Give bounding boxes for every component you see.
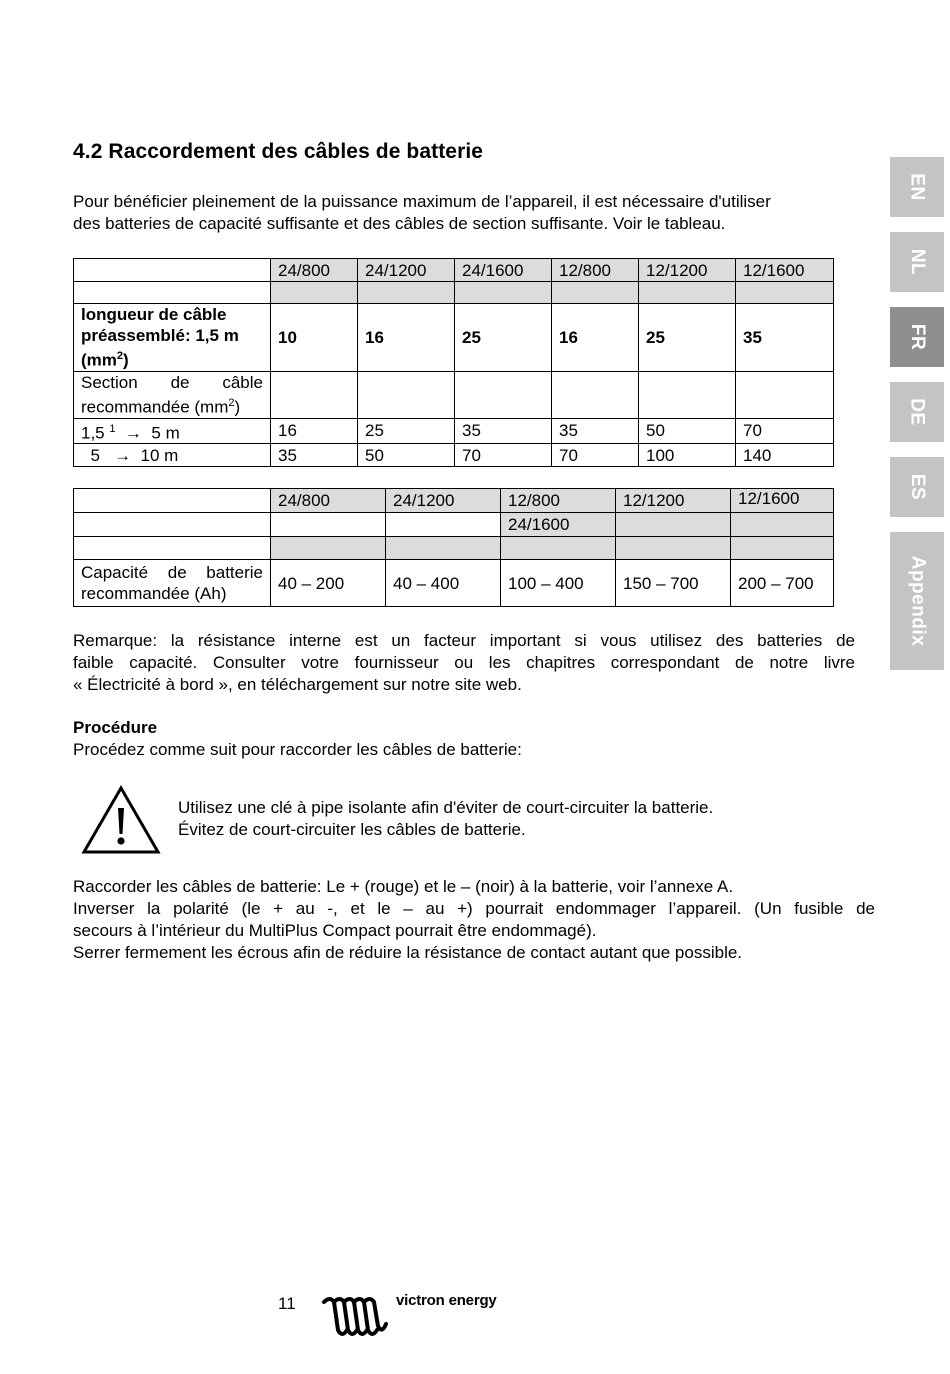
row-label-text: 5 m	[151, 423, 180, 443]
row-label	[74, 418, 271, 444]
brand-wordmark: victron energy	[396, 1292, 497, 1309]
table-cell	[736, 372, 834, 419]
table-cell	[552, 372, 639, 419]
row-label-line: longueur de câble	[81, 305, 227, 325]
warning-line: Utilisez une clé à pipe isolante afin d'éviter de court-circuiter la batterie.	[178, 798, 714, 817]
table-cell: 150 – 700	[616, 560, 731, 607]
intro-line: Pour bénéficier pleinement de la puissance maximum de l’appareil, il est nécessaire d'utiliser	[73, 192, 771, 211]
row-label-text: 1,5	[81, 423, 105, 443]
instructions-paragraph	[73, 876, 875, 964]
table-cell: 25	[639, 304, 736, 372]
table-row	[74, 372, 834, 419]
tab-appendix[interactable]	[890, 532, 944, 670]
warning-line: Évitez de court-circuiter les câbles de batterie.	[178, 820, 526, 839]
table-cell: 50	[358, 444, 455, 467]
table-cell	[616, 537, 731, 560]
tab-label: FR	[906, 323, 928, 351]
row-label	[74, 560, 271, 607]
warning-text	[178, 797, 713, 841]
table-cell: 25	[455, 304, 552, 372]
table-row	[74, 513, 834, 537]
table-cell: 35	[271, 444, 358, 467]
row-label-text: )	[123, 350, 129, 370]
row-label	[74, 372, 271, 419]
table-cell	[271, 372, 358, 419]
row-label-line: recommandée (Ah)	[81, 584, 227, 603]
table-cell	[74, 282, 271, 304]
row-label	[74, 444, 271, 467]
table-row	[74, 418, 834, 444]
procedure-text: Procédez comme suit pour raccorder les câbles de batterie:	[73, 740, 522, 759]
table-cell	[358, 282, 455, 304]
table-header-cell: 12/1600	[731, 489, 834, 513]
procedure-title: Procédure	[73, 718, 158, 737]
table-cell: 40 – 200	[271, 560, 386, 607]
table-cell	[74, 489, 271, 513]
table-cell: 100 – 400	[501, 560, 616, 607]
superscript: 2	[228, 397, 235, 409]
remark-line: « Électricité à bord », en téléchargement sur notre site web.	[73, 675, 522, 694]
superscript: 2	[116, 350, 124, 363]
table-cell: 70	[552, 444, 639, 467]
table-cell: 70	[455, 444, 552, 467]
table-cell	[455, 372, 552, 419]
table-header-cell: 24/1600	[501, 513, 616, 537]
table-cell: 16	[358, 304, 455, 372]
table-cell: 70	[736, 418, 834, 444]
row-label-text: 10 m	[140, 445, 179, 465]
table-cell	[731, 537, 834, 560]
table-cell	[639, 282, 736, 304]
table-cell	[501, 537, 616, 560]
table-cell: 16	[552, 304, 639, 372]
arrow-icon: →	[114, 445, 132, 465]
footnote-marker: 1	[109, 422, 116, 435]
table-cell	[271, 537, 386, 560]
table-cell	[271, 513, 386, 537]
row-label-text: (mm	[81, 350, 117, 370]
table-cell: 10	[271, 304, 358, 372]
table-cell: 140	[736, 444, 834, 467]
cable-section-table	[73, 258, 834, 467]
arrow-icon: →	[124, 423, 142, 443]
tab-es[interactable]	[890, 457, 944, 517]
table-cell	[731, 513, 834, 537]
table-header-cell: 12/1200	[616, 489, 731, 513]
instruction-line: Inverser la polarité (le + au -, et le – au +) pourrait endommager l’appareil. (Un fusible de	[73, 899, 875, 918]
table-cell	[639, 372, 736, 419]
table-cell	[74, 513, 271, 537]
table-header-cell: 24/1600	[455, 259, 552, 282]
table-cell	[736, 282, 834, 304]
table-header-cell: 12/800	[501, 489, 616, 513]
row-label-text: recommandée (mm	[81, 397, 229, 417]
row-label-line: préassemblé: 1,5 m	[81, 326, 239, 346]
remark-paragraph	[73, 630, 855, 696]
table-row	[74, 444, 834, 467]
table-cell: 100	[639, 444, 736, 467]
table-header-cell: 24/1200	[386, 489, 501, 513]
instruction-line: Raccorder les câbles de batterie: Le + (rouge) et le – (noir) à la batterie, voir l’annexe A.	[73, 877, 734, 896]
table-header-cell: 12/1600	[736, 259, 834, 282]
row-label-line: Section de câble	[81, 373, 263, 392]
table-cell	[386, 537, 501, 560]
table-row	[74, 537, 834, 560]
section-heading: 4.2 Raccordement des câbles de batterie	[73, 140, 484, 163]
table-row	[74, 304, 834, 372]
table-header-cell: 12/800	[552, 259, 639, 282]
table-cell	[386, 513, 501, 537]
table-cell	[271, 282, 358, 304]
page-number: 11	[278, 1294, 296, 1313]
tab-label: ES	[906, 473, 928, 501]
row-label-line: Capacité de batterie	[81, 563, 263, 582]
table-row	[74, 560, 834, 607]
table-cell	[455, 282, 552, 304]
victron-logo-icon	[320, 1294, 390, 1340]
tab-fr[interactable]	[890, 307, 944, 367]
instruction-line: secours à l’intérieur du MultiPlus Compact pourrait être endommagé).	[73, 921, 597, 940]
table-header-cell: 24/1200	[358, 259, 455, 282]
table-cell: 35	[552, 418, 639, 444]
table-header-cell: 12/1200	[639, 259, 736, 282]
remark-line: Remarque: la résistance interne est un facteur important si vous utilisez des batteries de	[73, 631, 855, 650]
table-cell: 35	[455, 418, 552, 444]
tab-de[interactable]	[890, 382, 944, 442]
warning-icon	[80, 784, 162, 856]
table-cell	[616, 513, 731, 537]
table-cell: 35	[736, 304, 834, 372]
table-cell	[358, 372, 455, 419]
tab-nl[interactable]	[890, 232, 944, 292]
table-cell: 16	[271, 418, 358, 444]
intro-line: des batteries de capacité suffisante et des câbles de section suffisante. Voir le tableau.	[73, 214, 726, 233]
table-cell: 50	[639, 418, 736, 444]
table-cell	[74, 537, 271, 560]
table-header-cell: 24/800	[271, 489, 386, 513]
row-label	[74, 304, 271, 372]
battery-capacity-table	[73, 488, 834, 607]
table-header-cell: 24/800	[271, 259, 358, 282]
tab-label: DE	[907, 398, 928, 426]
row-label-text: )	[234, 397, 241, 417]
tab-label: Appendix	[907, 555, 928, 647]
tab-en[interactable]	[890, 157, 944, 217]
table-cell: 25	[358, 418, 455, 444]
table-cell	[74, 259, 271, 282]
table-cell: 40 – 400	[386, 560, 501, 607]
tab-label: EN	[907, 173, 928, 201]
intro-paragraph	[73, 191, 855, 235]
table-header-row	[74, 489, 834, 513]
tab-label: NL	[906, 248, 928, 276]
table-row	[74, 282, 834, 304]
table-header-row	[74, 259, 834, 282]
remark-line: faible capacité. Consulter votre fournisseur ou les chapitres correspondant de notre livre	[73, 653, 855, 672]
table-cell: 200 – 700	[731, 560, 834, 607]
row-label-text: 5	[90, 445, 100, 465]
table-cell	[552, 282, 639, 304]
instruction-line: Serrer fermement les écrous afin de réduire la résistance de contact autant que possible.	[73, 943, 743, 962]
